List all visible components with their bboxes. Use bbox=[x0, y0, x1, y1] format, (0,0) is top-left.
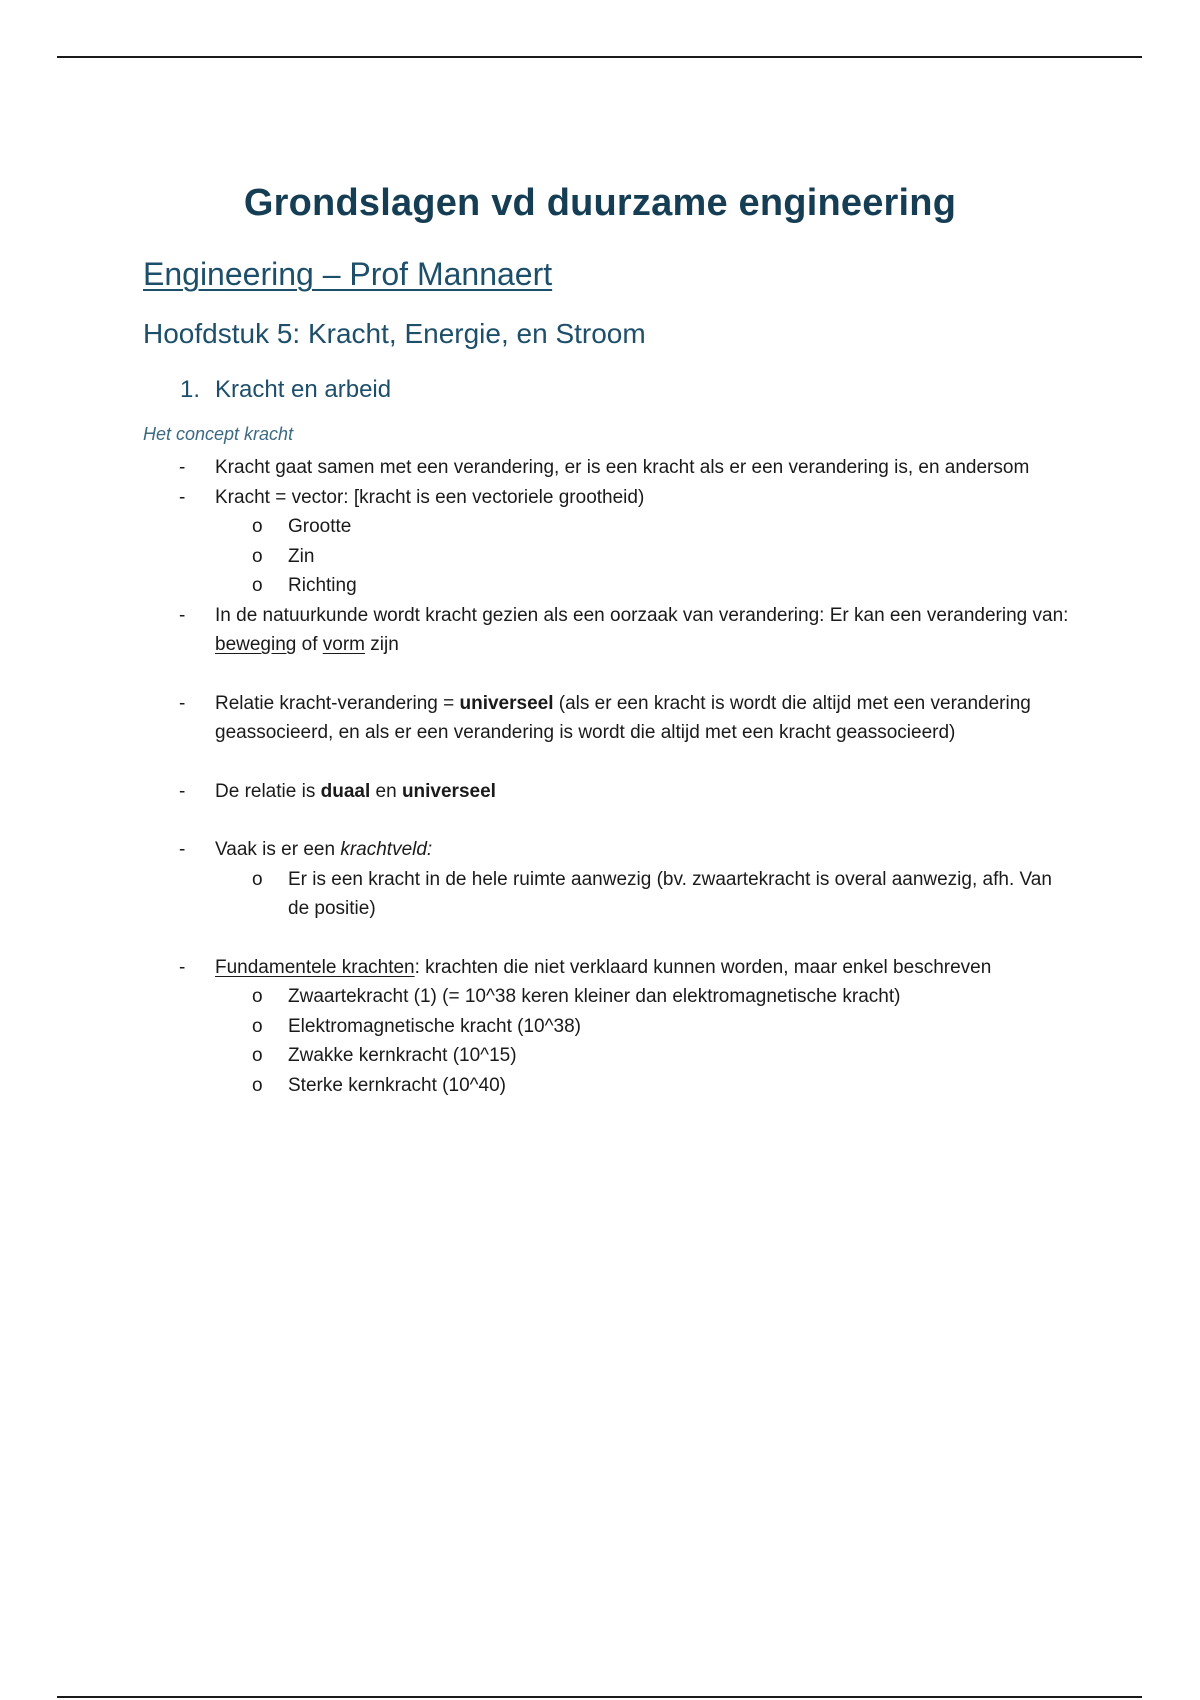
top-rule bbox=[57, 56, 1142, 58]
circle-marker: o bbox=[252, 1074, 263, 1096]
circle-marker: o bbox=[252, 1045, 263, 1066]
circle-marker: o bbox=[252, 868, 263, 890]
bottom-rule bbox=[57, 1696, 1142, 1698]
sub-list-item: o Richting bbox=[0, 571, 1200, 601]
dash-marker: - bbox=[179, 780, 186, 802]
sub-list-item: o Sterke kernkracht (10^40) bbox=[0, 1071, 1200, 1101]
heading-chapter: Hoofdstuk 5: Kracht, Energie, en Stroom bbox=[143, 318, 646, 349]
list-item: - Relatie kracht-verandering = universeel (als er een kracht is wordt die altijd met een verandering geassocieerd, en als er een verandering is wordt die altijd met een kracht geassocieerd) bbox=[0, 689, 1200, 748]
document-title: Grondslagen vd duurzame engineering bbox=[243, 182, 957, 224]
section-number: 1. bbox=[180, 376, 201, 403]
dash-marker: - bbox=[179, 956, 186, 978]
circle-marker: o bbox=[252, 986, 263, 1007]
list-item: - De relatie is duaal en universeel bbox=[0, 777, 1200, 807]
heading-section bbox=[180, 376, 391, 404]
dash-marker: - bbox=[179, 457, 186, 478]
bullet-list bbox=[0, 453, 1200, 1100]
dash-marker: - bbox=[179, 692, 186, 714]
list-item: - Vaak is er een krachtveld: bbox=[0, 835, 1200, 865]
dash-marker: - bbox=[179, 486, 186, 508]
heading-subsection: Het concept kracht bbox=[143, 424, 294, 444]
sub-list-item: o Er is een kracht in de hele ruimte aanwezig (bv. zwaartekracht is overal aanwezig, afh. Van de positie) bbox=[0, 865, 1200, 924]
list-item: - Kracht = vector: [kracht is een vectoriele grootheid) bbox=[0, 483, 1200, 513]
dash-marker: - bbox=[179, 839, 186, 860]
sub-list-item: o Grootte bbox=[0, 512, 1200, 542]
list-item: - Fundamentele krachten: krachten die niet verklaard kunnen worden, maar enkel beschreven bbox=[0, 953, 1200, 983]
sub-list-item: o Zin bbox=[0, 542, 1200, 572]
circle-marker: o bbox=[252, 1015, 263, 1037]
circle-marker: o bbox=[252, 575, 263, 596]
section-title: Kracht en arbeid bbox=[215, 376, 392, 403]
heading-engineering: Engineering – Prof Mannaert bbox=[143, 256, 553, 292]
list-item: - In de natuurkunde wordt kracht gezien als een oorzaak van verandering: Er kan een verandering van: beweging of vorm zijn bbox=[0, 601, 1200, 660]
sub-list-item: o Zwaartekracht (1) (= 10^38 keren kleiner dan elektromagnetische kracht) bbox=[0, 982, 1200, 1012]
circle-marker: o bbox=[252, 545, 263, 567]
circle-marker: o bbox=[252, 516, 263, 537]
dash-marker: - bbox=[179, 604, 186, 626]
list-item: - Kracht gaat samen met een verandering, er is een kracht als er een verandering is, en andersom bbox=[0, 453, 1200, 483]
sub-list-item: o Elektromagnetische kracht (10^38) bbox=[0, 1012, 1200, 1042]
sub-list-item: o Zwakke kernkracht (10^15) bbox=[0, 1041, 1200, 1071]
